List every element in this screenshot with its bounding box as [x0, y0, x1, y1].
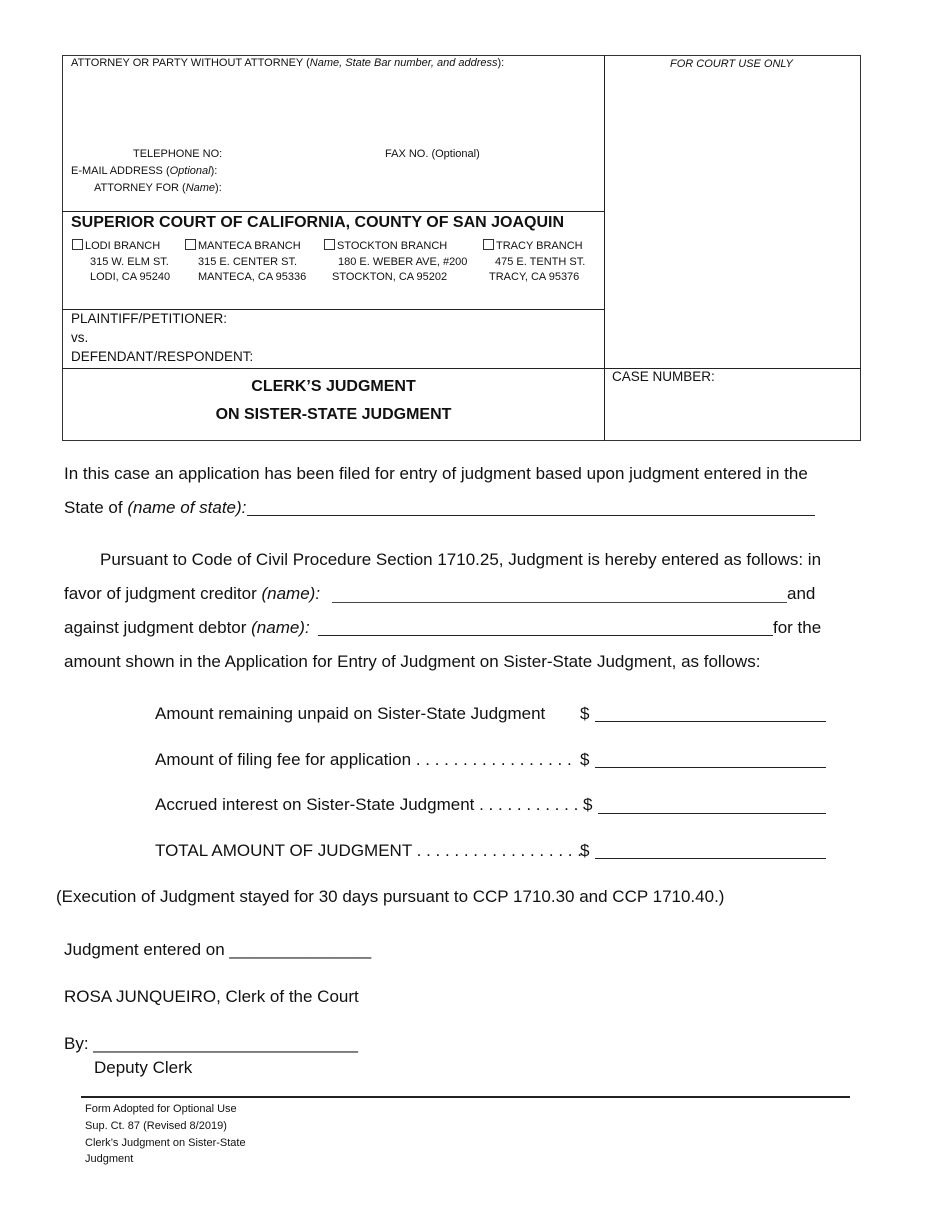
by-signature-line[interactable]: By: ____________________________	[64, 1034, 359, 1053]
vs-label: vs.	[71, 330, 89, 345]
filing-fee-field[interactable]	[595, 767, 826, 768]
para2-line2: favor of judgment creditor (name):	[64, 584, 321, 603]
court-use-only-label: FOR COURT USE ONLY	[670, 58, 793, 70]
para1-line1: In this case an application has been filed for entry of judgment based upon judgment entered in the	[64, 464, 808, 483]
checkbox[interactable]	[483, 239, 494, 250]
para2-line1: Pursuant to Code of Civil Procedure Section 1710.25, Judgment is hereby entered as follows: in	[100, 550, 822, 569]
attorney-for-label: ATTORNEY FOR (Name):	[94, 182, 222, 194]
branch-manteca[interactable]: MANTECA BRANCH 315 E. CENTER ST. MANTECA, CA 95336	[185, 239, 306, 286]
total-amount-label: TOTAL AMOUNT OF JUDGMENT . . . . . . . . . . . . . . . . . .	[155, 841, 582, 860]
para1-line2: State of (name of state):	[64, 498, 247, 517]
clerk-name: ROSA JUNQUEIRO, Clerk of the Court	[64, 987, 359, 1006]
footer-line3: Clerk’s Judgment on Sister-State	[85, 1137, 246, 1149]
amount-unpaid-currency: $	[580, 704, 590, 723]
accrued-interest-field[interactable]	[598, 813, 826, 814]
telephone-label: TELEPHONE NO:	[133, 148, 223, 160]
creditor-name-field[interactable]	[332, 602, 787, 603]
doc-title-line1: CLERK’S JUDGMENT	[251, 378, 416, 395]
email-label: E-MAIL ADDRESS (Optional):	[71, 165, 218, 177]
amount-unpaid-field[interactable]	[595, 721, 826, 722]
branch-lodi[interactable]: LODI BRANCH 315 W. ELM ST. LODI, CA 95240	[72, 239, 170, 286]
doc-title-line2: ON SISTER-STATE JUDGMENT	[215, 406, 452, 423]
state-name-field[interactable]	[247, 515, 815, 516]
judgment-entered-line[interactable]: Judgment entered on _______________	[64, 940, 372, 959]
court-title: SUPERIOR COURT OF CALIFORNIA, COUNTY OF SAN JOAQUIN	[71, 214, 565, 231]
accrued-interest-currency: $	[583, 795, 593, 814]
footer-line2: Sup. Ct. 87 (Revised 8/2019)	[85, 1120, 227, 1132]
amount-unpaid-label: Amount remaining unpaid on Sister-State Judgment	[155, 704, 546, 723]
attorney-label: ATTORNEY OR PARTY WITHOUT ATTORNEY (Name, State Bar number, and address):	[71, 57, 505, 69]
debtor-name-field[interactable]	[318, 635, 773, 636]
filing-fee-label: Amount of filing fee for application . . . . . . . . . . . . . . . . .	[155, 750, 572, 769]
accrued-interest-label: Accrued interest on Sister-State Judgment . . . . . . . . . . .	[155, 795, 579, 814]
footer-rule	[81, 1096, 850, 1098]
para2-line3: against judgment debtor (name):	[64, 618, 310, 637]
total-amount-currency: $	[580, 841, 590, 860]
para2-and: and	[787, 584, 816, 603]
footer-line4: Judgment	[85, 1153, 134, 1165]
para2-line4: amount shown in the Application for Entry of Judgment on Sister-State Judgment, as follows:	[64, 652, 761, 671]
branches-divider	[62, 309, 605, 310]
total-amount-field[interactable]	[595, 858, 826, 859]
plaintiff-label: PLAINTIFF/PETITIONER:	[71, 311, 228, 326]
footer-line1: Form Adopted for Optional Use	[85, 1103, 237, 1115]
checkbox[interactable]	[72, 239, 83, 250]
deputy-clerk-label: Deputy Clerk	[94, 1058, 193, 1077]
case-number-label: CASE NUMBER:	[612, 369, 715, 384]
para2-for-the: for the	[773, 618, 822, 637]
filing-fee-currency: $	[580, 750, 590, 769]
branch-tracy[interactable]: TRACY BRANCH 475 E. TENTH ST. TRACY, CA 95376	[483, 239, 585, 286]
branch-stockton[interactable]: STOCKTON BRANCH 180 E. WEBER AVE, #200 STOCKTON, CA 95202	[324, 239, 467, 286]
execution-note: (Execution of Judgment stayed for 30 days pursuant to CCP 1710.30 and CCP 1710.40.)	[56, 887, 725, 906]
title-divider	[62, 368, 861, 369]
attorney-divider	[62, 211, 605, 212]
checkbox[interactable]	[185, 239, 196, 250]
defendant-label: DEFENDANT/RESPONDENT:	[71, 349, 254, 364]
fax-label: FAX NO. (Optional)	[385, 148, 480, 160]
checkbox[interactable]	[324, 239, 335, 250]
